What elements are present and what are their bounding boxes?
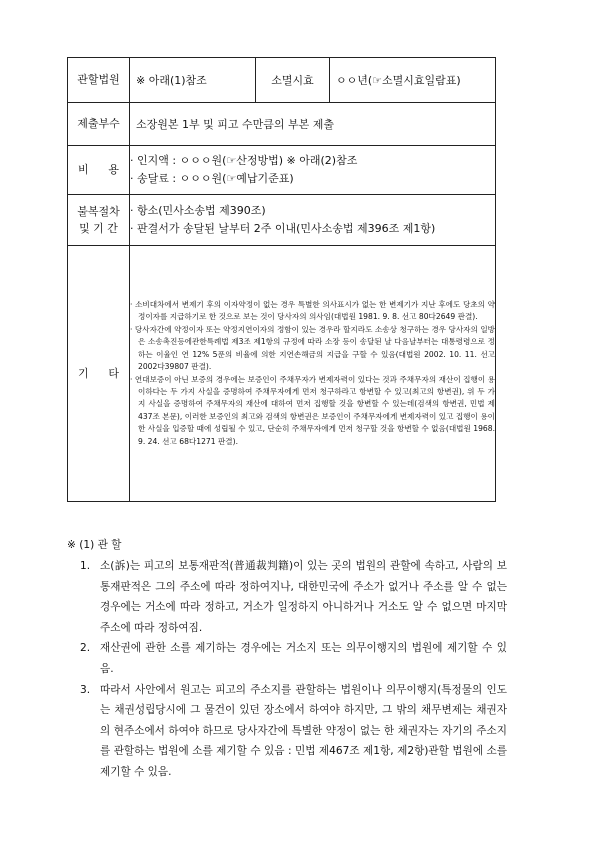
note-number: 3. [80,683,91,696]
case-info-table [67,57,496,502]
note-item [67,556,507,638]
other-paragraph-3: · 연대보증이 아닌 보증의 경우에는 보증인이 주채무자가 변제자력이 있다는 것과 주채무자의 재산이 집행이 용이하다는 두 가지 사실을 증명하여 주채무자에게 먼저 청구하라고 항변할 수 있고(최고의 항변권), 위 두 가지 사실을 증명하여 주채무자의 재산에 대하여 먼저 집행할 것을 항변할 수 있는데(검색의 항변권, 민법 제437조 본문), 이러한 보증인의 최고와 검색의 항변권은 보증인이 주채무자에게 변제자력이 있고 집행이 용이한 사실을 입증할 때에 성립될 수 있고, 단순히 주채무자에게 먼저 청구할 것을 항변할 수 없음(대법원 1968. 9. 24. 선고 68다1271 판결). [130,374,495,446]
label-prescription: 소멸시효 [256,58,330,103]
label-other-b: 타 [108,366,119,380]
row-court [68,58,496,103]
note-item [67,638,507,679]
value-copies: 소장원본 1부 및 피고 수만큼의 부본 제출 [130,103,496,146]
note-item [67,680,507,783]
row-copies [68,103,496,146]
value-court: ※ 아래(1)참조 [130,58,256,103]
label-appeal [68,195,130,246]
label-cost [68,146,130,195]
label-appeal-line1: 불복절차 [77,204,120,218]
other-paragraph-2: · 당사자간에 약정이자 또는 약정지연이자의 정함이 있는 경우라 할지라도 소송상 청구하는 경우 당사자의 일방은 소송촉진등에관한특례법 제3조 제1항의 규정에 따라 소장 등이 송달된 날 다음날부터는 대통령령으로 정하는 이율인 연 12% 5푼의 비율에 의한 지연손해금의 지급을 구할 수 있음(대법원 2002. 10. 11. 선고 2002다39807 판결). [130,324,495,372]
note-number: 2. [80,642,91,655]
note-text: 따라서 사안에서 원고는 피고의 주소지를 관할하는 법원이나 의무이행지(특정물의 인도는 채권성립당시에 그 물건이 있던 장소에서 하여야 하지만, 그 밖의 채무변제는 채권자의 현주소에서 하여야 하므로 당사자간에 특별한 약정이 없는 한 채권자는 자기의 주소지를 관할하는 법원에 소를 제기할 수 있음 : 민법 제467조 제1항, 제2항)관할 법원에 소를 제기할 수 있음. [100,683,507,778]
row-cost [68,146,496,195]
jurisdiction-notes [67,537,507,783]
label-appeal-line2: 및 기 간 [79,222,118,235]
other-paragraph-1: · 소비대차에서 변제기 후의 이자약정이 없는 경우 특별한 의사표시가 없는 한 변제기가 지난 후에도 당초의 약정이자를 지급하기로 한 것으로 보는 것이 당사자의 의사임(대법원 1981. 9. 8. 선고 80다2649 판결). [130,300,495,322]
value-cost [130,146,496,195]
note-text: 재산권에 관한 소를 제기하는 경우에는 거소지 또는 의무이행지의 법원에 제기할 수 있음. [100,642,507,675]
value-other [130,246,496,502]
row-other [68,246,496,502]
label-other-a: 기 [78,366,89,380]
label-other [68,246,130,502]
note-text: 소(訴)는 피고의 보통재판적(普通裁判籍)이 있는 곳의 법원의 관할에 속하고, 사람의 보통재판적은 그의 주소에 따라 정하여지나, 대한민국에 주소가 없거나 주소를 알 수 없는 경우에는 거소에 따라 정하고, 거소가 일정하지 아니하거나 거소도 알 수 없으면 마지막 주소에 따라 정하여짐. [100,560,507,634]
row-appeal [68,195,496,246]
value-appeal [130,195,496,246]
cost-line-delivery: · 송달료 : ㅇㅇㅇ원(☞예납기준표) [130,172,294,185]
label-copies: 제출부수 [68,103,130,146]
note-number: 1. [80,560,91,572]
notes-heading: ※ (1) 관 할 [67,539,122,551]
cost-line-stamp: · 인지액 : ㅇㅇㅇ원(☞산정방법) ※ 아래(2)참조 [130,154,358,167]
notes-list [67,556,507,783]
label-court: 관할법원 [68,58,130,103]
label-cost-b: 용 [108,163,119,177]
value-prescription: ㅇㅇ년(☞소멸시효일람표) [330,58,496,103]
appeal-line-2: · 판결서가 송달된 날부터 2주 이내(민사소송법 제396조 제1항) [130,222,436,235]
appeal-line-1: · 항소(민사소송법 제390조) [130,204,266,217]
label-cost-a: 비 [78,163,89,177]
